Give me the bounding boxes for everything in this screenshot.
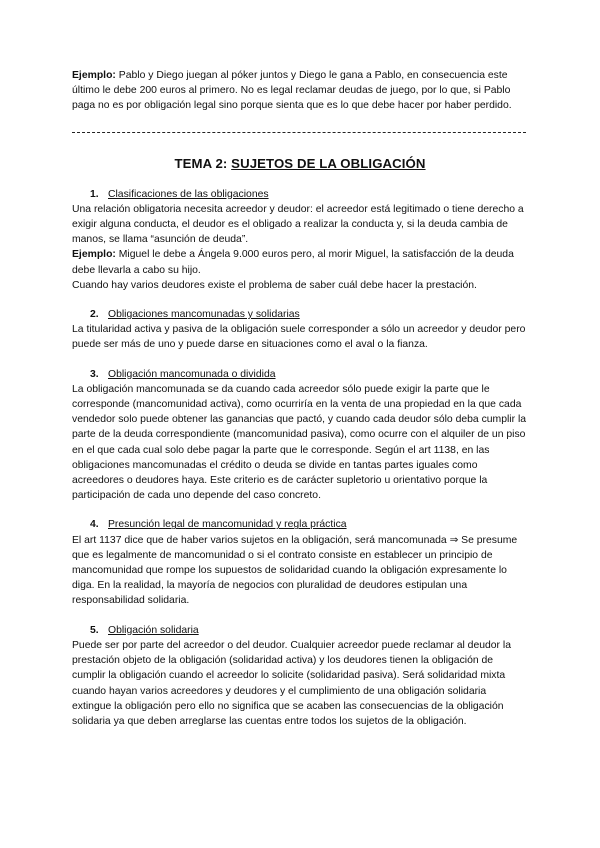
section-3 [72,367,528,504]
page-title [72,155,528,173]
section-paragraph: La obligación mancomunada se da cuando cada acreedor sólo puede exigir la parte que le corresponde (mancomunidad activa), como ocurriría en la venta de una propiedad en la que cada vendedor solo puede obtener las ganancias que pactó, y cuando cada deudor sólo deba cumplir la parte de la deuda correspondiente (mancomunidad pasiva), como ocurre con el alquiler de un piso en el que cada cual solo debe pagar la parte que le corresponde. Según el art 1138, en las obligaciones mancomunadas el crédito o deuda se divide en tantas partes iguales como acreedores o deudores haya. Este criterio es de carácter supletorio u orientativo porque la participación de cada uno depende del caso concreto. [72,383,527,502]
section-paragraph: El art 1137 dice que de haber varios sujetos en la obligación, será mancomunada ⇒ Se presume que es legalmente de mancomunidad o si el contrato consiste en establecer un principio de mancomunidad que rompe los supuestos de solidaridad cuando la obligación expresamente lo diga. En la realidad, la mayoría de negocios con pluralidad de deudores estipulan una responsabilidad solidaria. [72,534,518,607]
section-paragraph: Puede ser por parte del acreedor o del deudor. Cualquier acreedor puede reclamar al deudor la prestación objeto de la obligación (solidaridad activa) y los deudores tienen la obligación de cumplir la obligación cuando el acreedor lo solicite (solidaridad pasiva). Será solidaridad mixta cuando hayan varios acreedores y deudores y el cumplimiento de una obligación solidaria extingue la obligación pero ello no significa que se acaben las consecuencias de la obligación solidaria ya que deben arreglarse las cuentas entre todos los sujetos de la obligación. [72,639,511,727]
section-paragraph: La titularidad activa y pasiva de la obligación suele corresponder a sólo un acreedor y deudor pero puede ser más de uno y puede darse en situaciones como el aval o la fianza. [72,324,526,351]
section-1 [72,187,528,293]
section-4 [72,517,528,608]
section-number: 2. [90,309,99,321]
section-title: Obligación mancomunada o dividida [108,368,276,380]
document-content [72,68,528,729]
section-number: 5. [90,624,99,636]
section-title: Clasificaciones de las obligaciones [108,188,269,200]
section-heading [72,187,528,202]
section-heading [72,307,528,322]
section-paragraph: Una relación obligatoria necesita acreedor y deudor: el acreedor está legitimado o tiene derecho a exigir alguna conducta, el deudor es el obligado a realizar la conducta y, si la deuda cambia de manos, se llama “asunción de deuda”. [72,203,524,246]
dashed-separator [72,132,526,133]
intro-example-label: Ejemplo: [72,70,116,81]
section-number: 1. [90,188,99,200]
section-number: 4. [90,519,99,531]
section-2 [72,307,528,353]
section-5 [72,623,528,729]
title-prefix: TEMA 2: [174,155,228,171]
title-main: SUJETOS DE LA OBLIGACIÓN [231,155,426,171]
section-example [72,247,528,277]
section-paragraph: Cuando hay varios deudores existe el problema de saber cuál debe hacer la prestación. [72,279,477,291]
section-number: 3. [90,368,99,380]
intro-example-text: Pablo y Diego juegan al póker juntos y Diego le gana a Pablo, en consecuencia este último le debe 200 euros al primero. No es legal reclamar deudas de juego, por lo que, si Pablo paga no es por obligación legal sino porque sienta que es lo que debe hacer por haber perdido. [72,70,512,112]
section-title: Obligaciones mancomunadas y solidarias [108,309,300,321]
section-heading [72,367,528,382]
section-heading [72,517,528,532]
intro-paragraph [72,68,522,114]
section-title: Presunción legal de mancomunidad y regla práctica [108,519,347,531]
section-title: Obligación solidaria [108,624,199,636]
section-heading [72,623,528,638]
example-label: Ejemplo: [72,249,116,261]
example-text: Miguel le debe a Ángela 9.000 euros pero, al morir Miguel, la satisfacción de la deuda debe llevarla a cabo su hijo. [72,249,514,276]
